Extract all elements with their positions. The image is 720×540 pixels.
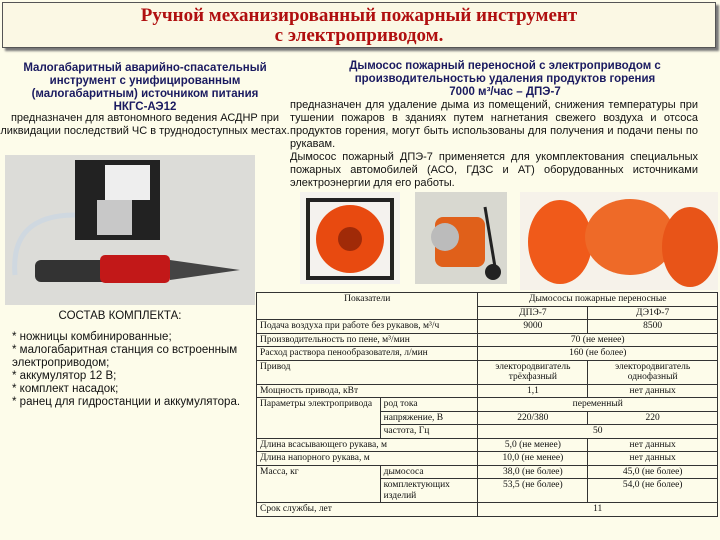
table-cell: Длина напорного рукава, м (257, 452, 478, 466)
kit-item: * ранец для гидростанции и аккумулятора. (12, 396, 241, 408)
header-cell: Дымососы пожарные переносные (478, 293, 718, 307)
kit-title: СОСТАВ КОМПЛЕКТА: (58, 310, 182, 322)
table-cell: Параметры электропривода (257, 398, 381, 439)
title-line-1: Ручной механизированный пожарный инструмент (140, 5, 578, 26)
smoke-exhauster-photo-1 (300, 192, 400, 284)
table-cell: 53,5 (не более) (478, 479, 588, 503)
table-cell: дымососа (380, 465, 478, 479)
table-cell: 5,0 (не менее) (478, 438, 588, 452)
heading-line: Дымосос пожарный переносной с электроприводом с (349, 60, 661, 72)
table-cell: Срок службы, лет (257, 503, 478, 517)
specifications-table (256, 292, 718, 517)
header-cell: Показатели (257, 293, 478, 320)
right-heading (290, 60, 720, 99)
table-cell: Подача воздуха при работе без рукавов, м³/ч (257, 320, 478, 334)
table-row (257, 398, 718, 412)
table-cell: 160 (не более) (478, 347, 718, 361)
heading-line: производительностью удаления продуктов горения (354, 73, 656, 85)
table-cell: Длина всасывающего рукава, м (257, 438, 478, 452)
heading-line: 7000 м³/час – ДПЭ-7 (449, 86, 561, 98)
kit-item: * ножницы комбинированные; (12, 331, 172, 343)
table-cell: электородвигатель однофазный (588, 360, 718, 384)
table-cell: 70 (не менее) (478, 333, 718, 347)
table-row (257, 503, 718, 517)
header-cell: ДПЭ-7 (478, 306, 588, 320)
table-cell: нет данных (588, 384, 718, 398)
title-line-2: с электроприводом. (274, 25, 444, 46)
smoke-hoses-photo (520, 192, 718, 290)
table-cell: 10,0 (не менее) (478, 452, 588, 466)
kit-item: * аккумулятор 12 В; (12, 370, 117, 382)
table-cell: 45,0 (не более) (588, 465, 718, 479)
heading-line: (малогабаритным) источником питания (31, 88, 259, 100)
table-cell: Масса, кг (257, 465, 381, 503)
table-cell: 1,1 (478, 384, 588, 398)
table-row (257, 452, 718, 466)
header-cell: ДЭ1Ф-7 (588, 306, 718, 320)
table-cell: 50 (478, 425, 718, 439)
slide-title (2, 2, 716, 48)
table-cell: Мощность привода, кВт (257, 384, 478, 398)
heading-line: инструмент с унифицированным (49, 75, 241, 87)
table-cell: 9000 (478, 320, 588, 334)
table-cell: переменный (478, 398, 718, 412)
table-row (257, 360, 718, 384)
table-cell: нет данных (588, 452, 718, 466)
heading-line: НКГС-АЭ12 (113, 101, 177, 113)
table-row (257, 333, 718, 347)
table-cell: 220 (588, 411, 718, 425)
table-row (257, 320, 718, 334)
paragraph: предназначен для удаление дыма из помещений, снижения температуры при тушении пожаров в зданиях путем нагнетания свежего воздуха и отсоса продуктов горения, могут быть использованы для получения и подачи пены по рукавам. (290, 99, 698, 150)
table-cell: Привод (257, 360, 478, 384)
table-cell: нет данных (588, 438, 718, 452)
table-row (257, 384, 718, 398)
table-cell: комплектующих изделий (380, 479, 478, 503)
table-cell: 8500 (588, 320, 718, 334)
rescue-tool-photo (5, 155, 255, 305)
smoke-exhauster-photo-2 (415, 192, 507, 284)
table-cell: 38,0 (не более) (478, 465, 588, 479)
kit-composition (0, 310, 260, 409)
table-cell: 54,0 (не более) (588, 479, 718, 503)
heading-line: Малогабаритный аварийно-спасательный (23, 62, 267, 74)
table-cell: Производительность по пене, м³/мин (257, 333, 478, 347)
right-description (290, 99, 698, 190)
table-cell: частота, Гц (380, 425, 478, 439)
table-cell: Расход раствора пенообразователя, л/мин (257, 347, 478, 361)
table-row (257, 347, 718, 361)
left-heading (0, 62, 290, 114)
left-description: предназначен для автономного ведения АСДНР при ликвидации последствий ЧС в труднодоступных местах. (0, 112, 290, 137)
kit-item: * малогабаритная станция со встроенным электроприводом; (12, 344, 238, 369)
table-row (257, 465, 718, 479)
table-cell: 220/380 (478, 411, 588, 425)
paragraph: Дымосос пожарный ДПЭ-7 применяется для укомплектования специальных пожарных автомобилей (АСО, ГДЗС и АТ) оборудованных источниками электроэнергии для его работы. (290, 151, 698, 189)
table-cell: 11 (478, 503, 718, 517)
table-cell: род тока (380, 398, 478, 412)
table-row (257, 293, 718, 307)
table-cell: электородвигатель трёхфазный (478, 360, 588, 384)
kit-item: * комплект насадок; (12, 383, 119, 395)
table-cell: напряжение, В (380, 411, 478, 425)
table-row (257, 438, 718, 452)
